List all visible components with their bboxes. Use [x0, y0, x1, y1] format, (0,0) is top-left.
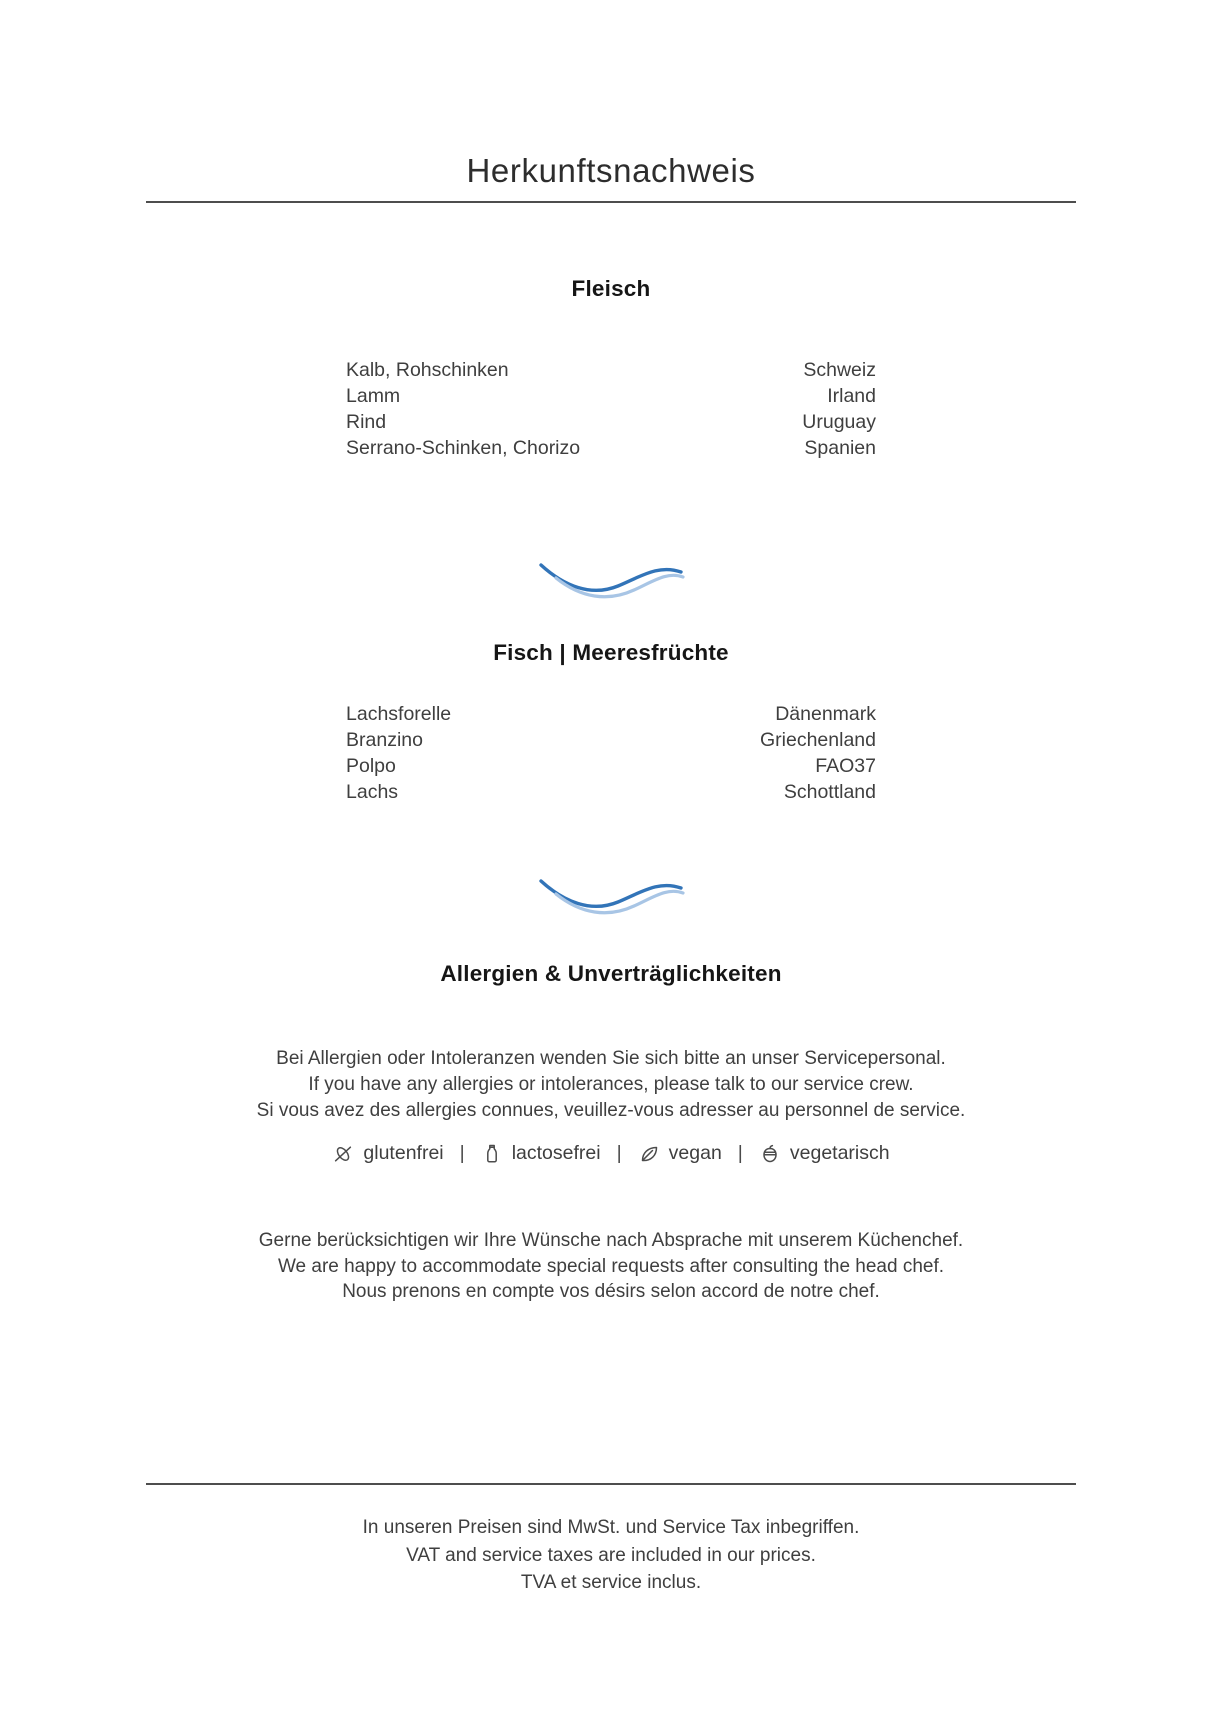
document-title: Herkunftsnachweis [466, 152, 756, 189]
wave-divider-icon [536, 556, 686, 604]
footer-line-de: In unseren Preisen sind MwSt. und Service Tax inbegriffen. [362, 1517, 860, 1538]
origin-row [346, 357, 876, 383]
origin-item-label: Lachsforelle [346, 703, 452, 725]
origin-row [346, 779, 876, 805]
footer-divider-rule [146, 1483, 1076, 1485]
allergy-notice-line-fr: Si vous avez des allergies connues, veuillez-vous adresser au personnel de service. [256, 1100, 966, 1121]
origin-item-label: Lachs [346, 781, 399, 803]
footer-tax-text [0, 1514, 1222, 1597]
origin-country-label: Dänenmark [775, 703, 876, 725]
origin-item-label: Polpo [346, 755, 396, 777]
origin-item-label: Rind [346, 411, 387, 433]
diet-separator: | [459, 1142, 465, 1164]
chef-request-text [0, 1228, 1222, 1305]
section-heading-fisch: Fisch | Meeresfrüchte [493, 640, 729, 665]
allergy-notice-text [0, 1046, 1222, 1124]
origin-item-label: Serrano-Schinken, Chorizo [346, 437, 581, 459]
diet-item-vegan [638, 1142, 722, 1165]
origin-country-label: FAO37 [815, 755, 876, 777]
diet-separator: | [737, 1142, 743, 1164]
origin-country-label: Uruguay [802, 411, 876, 433]
origin-row [346, 727, 876, 753]
footer-line-fr: TVA et service inclus. [520, 1572, 702, 1593]
title-divider-rule [146, 201, 1076, 203]
section-heading-allergien: Allergien & Unverträglichkeiten [440, 961, 782, 986]
origin-item-label: Lamm [346, 385, 401, 407]
vegan-icon [638, 1143, 660, 1165]
origin-item-label: Branzino [346, 729, 423, 751]
lactosefree-icon [481, 1143, 503, 1165]
diet-label: vegan [668, 1142, 722, 1164]
allergy-notice-line-en: If you have any allergies or intolerances, please talk to our service crew. [308, 1074, 914, 1095]
diet-label: glutenfrei [363, 1142, 444, 1164]
footer-line-en: VAT and service taxes are included in our prices. [406, 1544, 816, 1566]
vegetarian-icon [759, 1143, 781, 1165]
origin-list-fleisch [346, 357, 876, 461]
glutenfree-icon [332, 1143, 354, 1165]
diet-item-vegetarian [759, 1142, 890, 1165]
wave-divider-icon [536, 872, 686, 920]
diet-item-glutenfree [332, 1142, 443, 1165]
diet-separator: | [616, 1142, 622, 1164]
diet-label: vegetarisch [789, 1142, 890, 1164]
chef-request-line-de: Gerne berücksichtigen wir Ihre Wünsche nach Absprache mit unserem Küchenchef. [258, 1230, 964, 1251]
diet-legend-row [0, 1142, 1222, 1165]
section-heading-fleisch: Fleisch [571, 276, 651, 301]
origin-country-label: Spanien [804, 437, 876, 459]
origin-country-label: Schottland [783, 781, 876, 803]
chef-request-line-fr: Nous prenons en compte vos désirs selon accord de notre chef. [342, 1281, 880, 1302]
allergy-notice-line-de: Bei Allergien oder Intoleranzen wenden Sie sich bitte an unser Servicepersonal. [276, 1048, 946, 1069]
origin-item-label: Kalb, Rohschinken [346, 359, 509, 381]
chef-request-line-en: We are happy to accommodate special requests after consulting the head chef. [277, 1255, 945, 1277]
origin-row [346, 701, 876, 727]
diet-label: lactosefrei [511, 1142, 601, 1164]
origin-list-fisch [346, 701, 876, 805]
diet-item-lactosefree [481, 1142, 601, 1165]
origin-row [346, 753, 876, 779]
origin-country-label: Schweiz [803, 359, 876, 381]
origin-row [346, 383, 876, 409]
origin-country-label: Irland [827, 385, 876, 407]
origin-country-label: Griechenland [760, 729, 876, 751]
origin-row [346, 409, 876, 435]
origin-row [346, 435, 876, 461]
